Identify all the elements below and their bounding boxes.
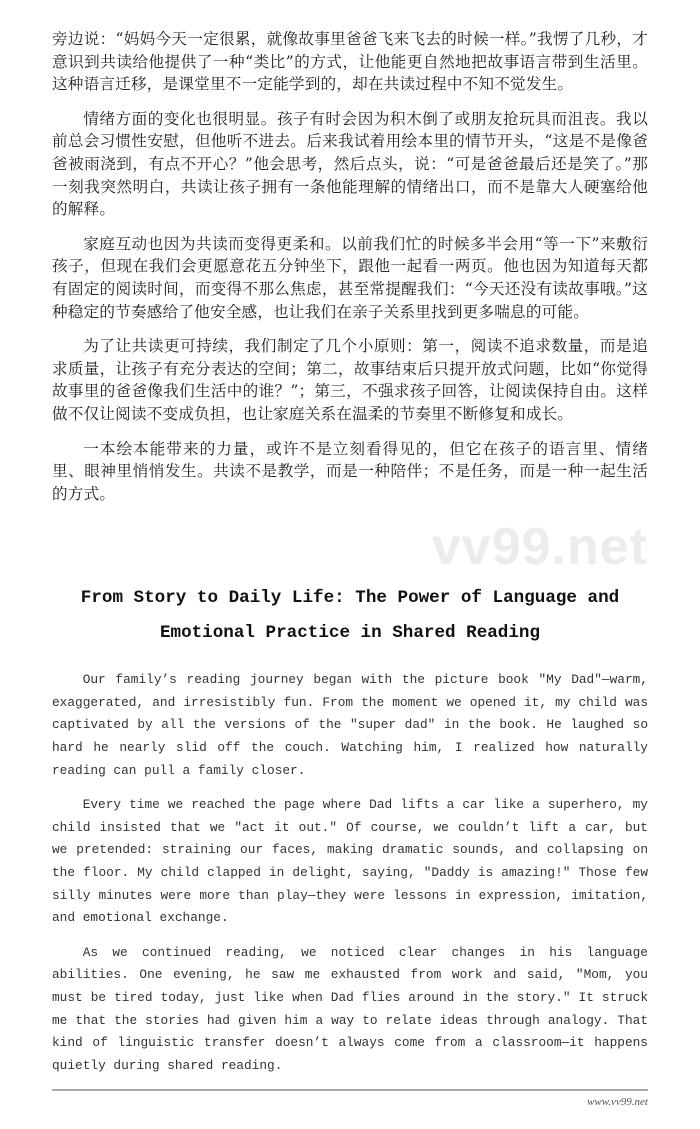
english-title: [52, 581, 648, 651]
title-line-1: From Story to Daily Life: The Power of Language and: [80, 588, 620, 609]
watermark: vv99.net: [431, 518, 648, 577]
en-paragraph-1: Our family’s reading journey began with the picture book "My Dad"—warm, exaggerated, and irresistibly fun. From the moment we opened it, my child was captivated by all the versions of the "super dad" in the book. He laughed so hard he nearly slid off the couch. Watching him, I realized how naturally reading can pull a family closer.: [52, 672, 648, 778]
footer-divider: [52, 1089, 648, 1091]
document-page: [52, 0, 648, 1129]
zh-paragraph-5: 一本绘本能带来的力量，或许不是立刻看得见的，但它在孩子的语言里、情绪里、眼神里悄悄发生。共读不是教学，而是一种陪伴；不是任务，而是一种一起生活的方式。: [52, 439, 648, 503]
en-paragraph-3: As we continued reading, we noticed clear changes in his language abilities. One evening, he saw me exhausted from work and said, "Mom, you must be tired today, just like when Dad flies around in the story." It struck me that the stories had given him a way to relate ideas through analogy. That kind of linguistic transfer doesn’t always come from a classroom—it happens quietly during shared reading.: [52, 944, 648, 1073]
english-section: [52, 669, 648, 1077]
zh-paragraph-2: 情绪方面的变化也很明显。孩子有时会因为积木倒了或朋友抢玩具而沮丧。我以前总会习惯性安慰，但他听不进去。后来我试着用绘本里的情节开头，“这是不是像爸爸被雨浇到，有点不开心？”他会思考，然后点头，说：“可是爸爸最后还是笑了。”那一刻我突然明白，共读让孩子拥有一条他能理解的情绪出口，而不是靠大人硬塞给他的解释。: [52, 109, 648, 219]
zh-paragraph-4: 为了让共读更可持续，我们制定了几个小原则：第一，阅读不追求数量，而是追求质量，让孩子有充分表达的空间；第二，故事结束后只提开放式问题，比如“你觉得故事里的爸爸像我们生活中的谁？”；第三，不强求孩子回答，让阅读保持自由。这样做不仅让阅读不变成负担，也让家庭关系在温柔的节奏里不断修复和成长。: [52, 337, 648, 423]
zh-paragraph-1: 旁边说：“妈妈今天一定很累，就像故事里爸爸飞来飞去的时候一样。”我愣了几秒，才意识到共读给他提供了一种“类比”的方式，让他能更自然地把故事语言带到生活里。这种语言迁移，是课堂里不一定能学到的，却在共读过程中不知不觉发生。: [52, 30, 648, 94]
title-line-2: Emotional Practice in Shared Reading: [159, 623, 541, 644]
footer-url: www.vv99.net: [587, 1096, 648, 1109]
zh-paragraph-3: 家庭互动也因为共读而变得更柔和。以前我们忙的时候多半会用“等一下”来敷衍孩子，但现在我们会更愿意花五分钟坐下，跟他一起看一两页。他也因为知道每天都有固定的阅读时间，而变得不那么焦虑，甚至常提醒我们：“今天还没有读故事哦。”这种稳定的节奏感给了他安全感，也让我们在亲子关系里找到更多喘息的可能。: [52, 234, 648, 321]
chinese-section: [52, 28, 648, 505]
en-paragraph-2: Every time we reached the page where Dad lifts a car like a superhero, my child insisted that we "act it out." Of course, we couldn’t lift a car, but we pretended: straining our faces, making dramatic sounds, and collapsing on the floor. My child clapped in delight, saying, "Daddy is amazing!" Those few silly minutes were more than play—they were lessons in expression, imitation, and emotional exchange.: [52, 797, 648, 926]
